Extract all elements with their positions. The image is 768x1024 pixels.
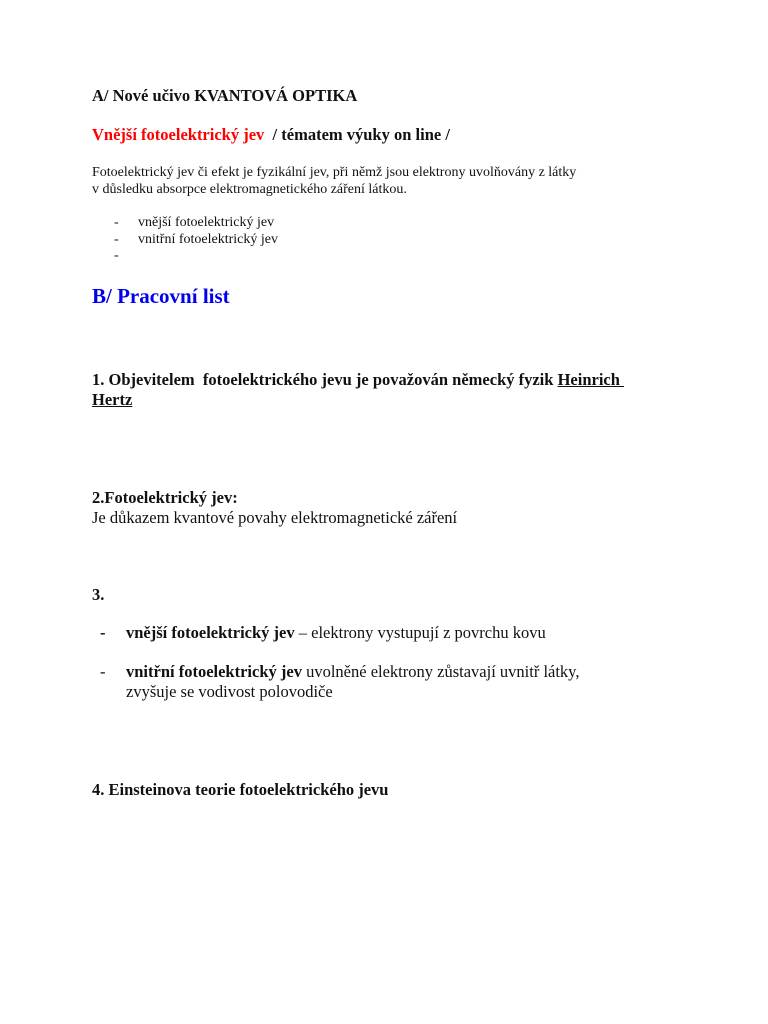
list-dash: -	[114, 215, 119, 230]
question-2	[92, 488, 457, 528]
topic-line	[92, 125, 450, 145]
question-3-item-1-text: – elektrony vystupují z povrchu kovu	[294, 623, 546, 642]
list-dash: -	[114, 248, 119, 263]
list-dash: -	[100, 623, 106, 642]
question-1-answer-part1: Heinrich	[557, 370, 625, 389]
heading-title: A/ Nové učivo KVANTOVÁ OPTIKA	[92, 86, 358, 105]
question-1	[92, 370, 624, 410]
question-4-title: 4. Einsteinova teorie fotoelektrického jevu	[92, 780, 389, 799]
question-3-item-2-term: vnitřní fotoelektrický jev	[126, 662, 302, 681]
question-3-number: 3.	[92, 585, 105, 604]
list-item	[92, 232, 278, 249]
section-b-title: B/ Pracovní list	[92, 284, 230, 308]
question-1-text: 1. Objevitelem fotoelektrického jevu je považován německý fyzik	[92, 370, 558, 389]
intro-line-1: Fotoelektrický jev či efekt je fyzikální jev, při němž jsou elektrony uvolňovány z látky	[92, 165, 577, 180]
list-item	[92, 248, 278, 265]
intro-list	[92, 215, 278, 265]
question-3-item-1	[100, 623, 546, 643]
list-dash: -	[100, 662, 106, 681]
question-3-item-2-text: uvolněné elektrony zůstavají uvnitř látky,	[301, 662, 580, 681]
intro-line-2: v důsledku absorpce elektromagnetického záření látkou.	[92, 182, 407, 197]
list-item-text: vnitřní fotoelektrický jev	[138, 231, 278, 247]
intro-paragraph	[92, 164, 576, 198]
question-3-item-2	[100, 662, 580, 702]
list-item-text: vnější fotoelektrický jev	[138, 215, 275, 230]
list-item	[92, 215, 278, 232]
question-2-title: 2.Fotoelektrický jev:	[92, 488, 238, 507]
question-1-answer-part2: Hertz	[92, 390, 133, 409]
question-3-item-1-term: vnější fotoelektrický jev	[126, 623, 295, 642]
list-dash: -	[114, 231, 119, 247]
topic-rest: / tématem výuky on line /	[264, 125, 450, 144]
topic-red: Vnější fotoelektrický jev	[92, 125, 265, 144]
question-3-item-2-cont: zvyšuje se vodivost polovodiče	[126, 682, 333, 701]
question-2-answer: Je důkazem kvantové povahy elektromagnetické záření	[92, 508, 458, 527]
